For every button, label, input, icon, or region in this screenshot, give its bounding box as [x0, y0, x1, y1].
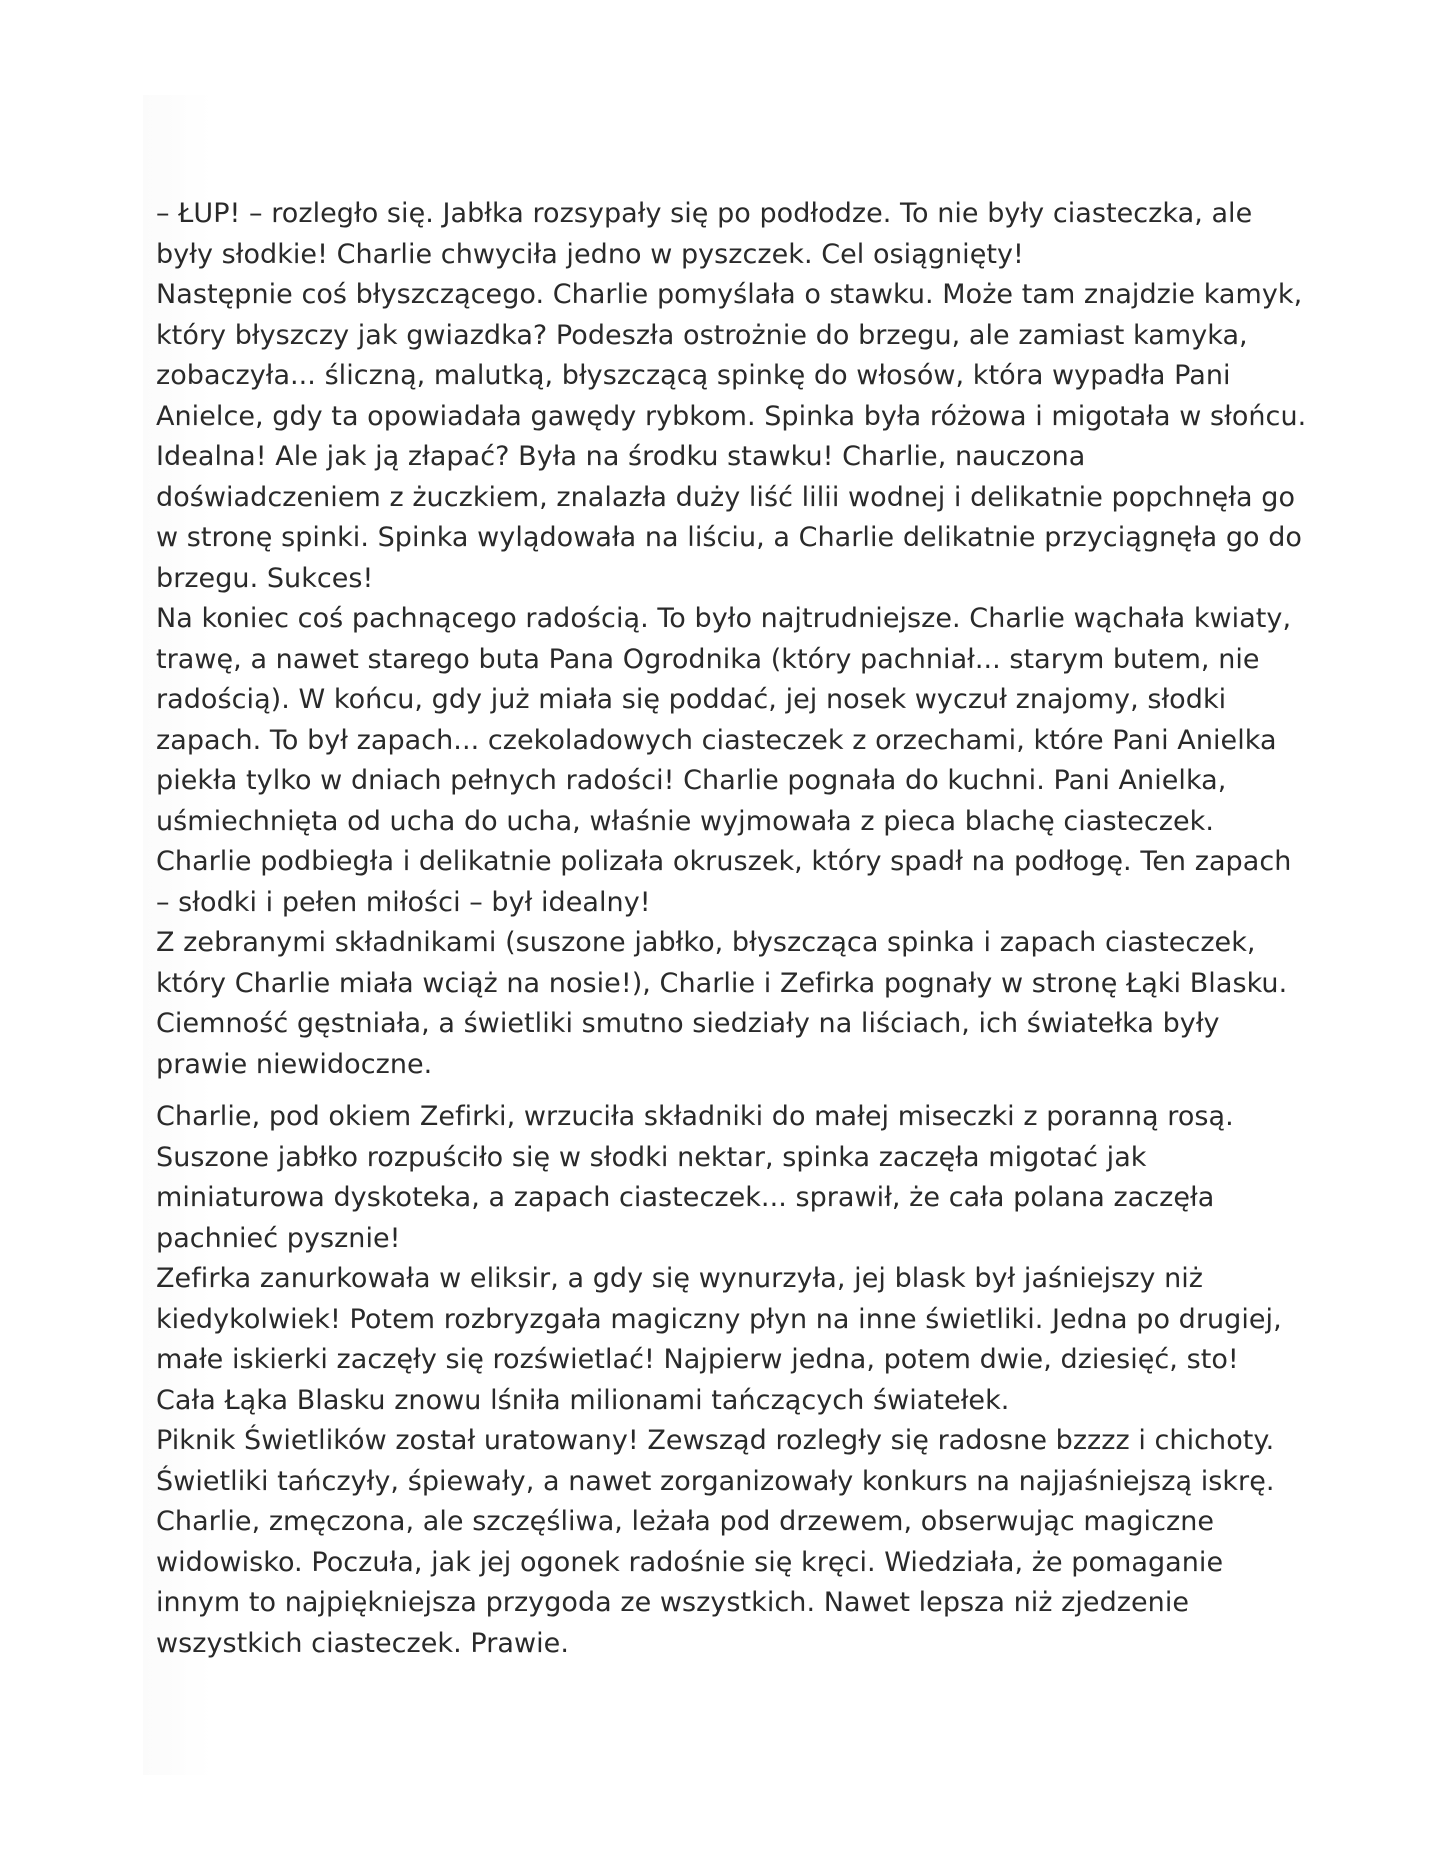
text-line: który błyszczy jak gwiazdka? Podeszła ostrożnie do brzegu, ale zamiast kamyka,: [156, 319, 1248, 351]
text-line: kiedykolwiek! Potem rozbryzgała magiczny płyn na inne świetliki. Jedna po drugiej,: [156, 1303, 1282, 1335]
text-line: miniaturowa dyskoteka, a zapach ciasteczek... sprawił, że cała polana zaczęła: [156, 1182, 1215, 1213]
text-line: innym to najpiękniejsza przygoda ze wszystkich. Nawet lepsza niż zjedzenie: [156, 1587, 1190, 1618]
text-line: brzegu. Sukces!: [156, 562, 374, 594]
text-line: – ŁUP! – rozległo się. Jabłka rozsypały się po podłodze. To nie były ciasteczka, ale: [156, 198, 1253, 229]
text-line: prawie niewidoczne.: [156, 1048, 433, 1080]
text-line: piekła tylko w dniach pełnych radości! Charlie pognała do kuchni. Pani Anielka,: [156, 765, 1227, 796]
text-line: który Charlie miała wciąż na nosie!), Charlie i Zefirka pognały w stronę Łąki Blasku.: [156, 967, 1288, 999]
story-text: [156, 194, 1336, 1664]
text-line: Anielce, gdy ta opowiadała gawędy rybkom. Spinka była różowa i migotała w słońcu.: [156, 400, 1307, 432]
text-line: doświadczeniem z żuczkiem, znalazła duży liść lilii wodnej i delikatnie popchnęła go: [156, 481, 1296, 513]
text-line: Ciemność gęstniała, a świetliki smutno siedziały na liściach, ich światełka były: [156, 1008, 1220, 1039]
text-line: Charlie podbiegła i delikatnie polizała okruszek, który spadł na podłogę. Ten zapach: [156, 846, 1292, 877]
text-line: Charlie, pod okiem Zefirki, wrzuciła składniki do małej miseczki z poranną rosą.: [156, 1101, 1234, 1132]
text-line: w stronę spinki. Spinka wylądowała na liściu, a Charlie delikatnie przyciągnęła go do: [156, 522, 1302, 553]
text-line: Zefirka zanurkowała w eliksir, a gdy się wynurzyła, jej blask był jaśniejszy niż: [156, 1263, 1204, 1294]
text-line: trawę, a nawet starego buta Pana Ogrodnika (który pachniał... starym butem, nie: [156, 643, 1260, 675]
paragraph-gap: [156, 1085, 1336, 1097]
text-line: pachnieć pysznie!: [156, 1222, 401, 1254]
text-line: zapach. To był zapach... czekoladowych ciasteczek z orzechami, które Pani Anielka: [156, 724, 1277, 756]
text-line: Z zebranymi składnikami (suszone jabłko, błyszcząca spinka i zapach ciasteczek,: [156, 927, 1256, 958]
text-line: Na koniec coś pachnącego radością. To było najtrudniejsze. Charlie wąchała kwiaty,: [156, 603, 1292, 634]
text-line: Cała Łąka Blasku znowu lśniła milionami tańczących światełek.: [156, 1384, 1010, 1416]
text-line: zobaczyła... śliczną, malutką, błyszczącą spinkę do włosów, która wypadła Pani: [156, 360, 1231, 391]
text-line: – słodki i pełen miłości – był idealny!: [156, 886, 651, 918]
text-line: Idealna! Ale jak ją złapać? Była na środku stawku! Charlie, nauczona: [156, 441, 1086, 472]
text-line: Charlie, zmęczona, ale szczęśliwa, leżała pod drzewem, obserwując magiczne: [156, 1506, 1215, 1537]
text-line: Suszone jabłko rozpuściło się w słodki nektar, spinka zaczęła migotać jak: [156, 1141, 1147, 1173]
text-line: radością). W końcu, gdy już miała się poddać, jej nosek wyczuł znajomy, słodki: [156, 684, 1227, 715]
text-line: wszystkich ciasteczek. Prawie.: [156, 1627, 569, 1659]
text-line: Następnie coś błyszczącego. Charlie pomyślała o stawku. Może tam znajdzie kamyk,: [156, 279, 1303, 310]
text-line: były słodkie! Charlie chwyciła jedno w pyszczek. Cel osiągnięty!: [156, 238, 1024, 270]
text-line: Piknik Świetlików został uratowany! Zewsząd rozległy się radosne bzzzz i chichoty.: [156, 1425, 1275, 1456]
text-line: małe iskierki zaczęły się rozświetlać! Najpierw jedna, potem dwie, dziesięć, sto!: [156, 1344, 1239, 1375]
text-line: uśmiechnięta od ucha do ucha, właśnie wyjmowała z pieca blachę ciasteczek.: [156, 805, 1214, 837]
text-line: widowisko. Poczuła, jak jej ogonek radośnie się kręci. Wiedziała, że pomaganie: [156, 1546, 1224, 1578]
text-line: Świetliki tańczyły, śpiewały, a nawet zorganizowały konkurs na najjaśniejszą iskrę.: [156, 1465, 1275, 1497]
